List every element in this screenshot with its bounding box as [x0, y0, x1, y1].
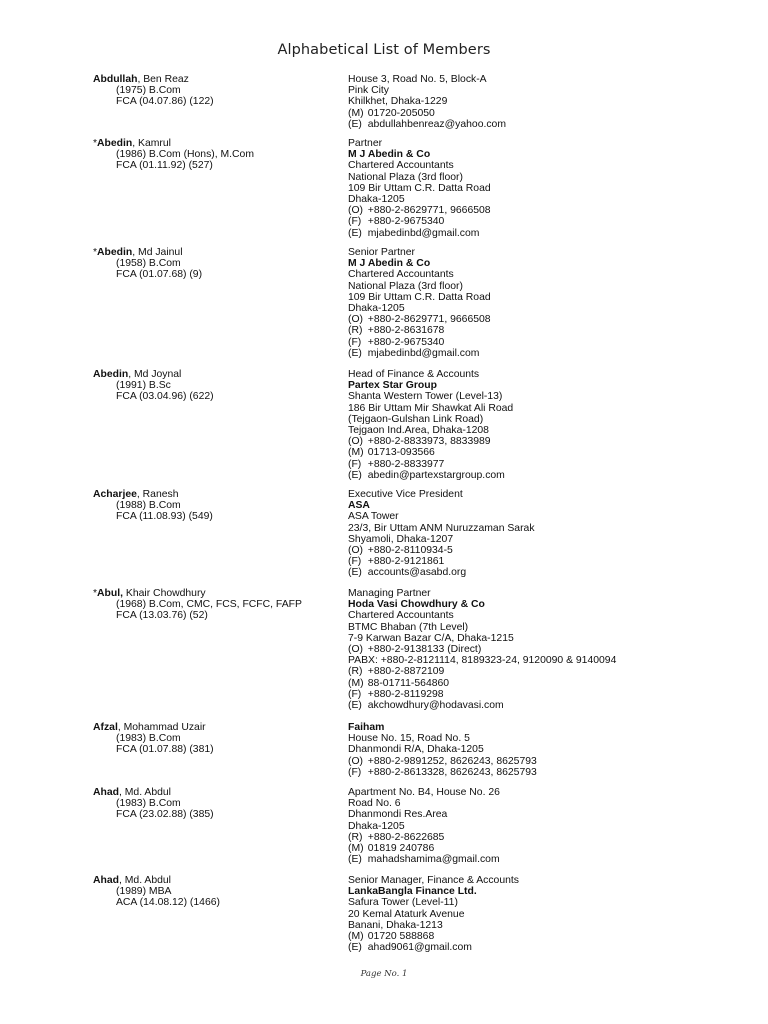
- address-line: 23/3, Bir Uttam ANM Nuruzzaman Sarak: [348, 522, 535, 534]
- contact-type-label: (O): [348, 755, 364, 767]
- member-qualification: (1975) B.Com: [116, 85, 181, 97]
- member-name: [93, 369, 333, 380]
- contact-type-label: (F): [348, 336, 362, 348]
- address-line: BTMC Bhaban (7th Level): [348, 621, 469, 633]
- contact-value: +880-2-8119298: [367, 688, 444, 700]
- page-title: Alphabetical List of Members: [277, 42, 491, 58]
- address-line: Shanta Western Tower (Level-13): [348, 391, 503, 403]
- member-surname: Abdullah: [93, 74, 138, 85]
- member-surname: Ahad: [93, 875, 119, 886]
- member-organization: ASA: [348, 500, 370, 512]
- member-given-name: , Ben Reaz: [137, 74, 189, 85]
- name-prefix: *: [93, 588, 98, 599]
- member-qualification: (1983) B.Com: [116, 733, 181, 745]
- member-address-block: [348, 369, 768, 481]
- contact-type-label: (M): [348, 843, 364, 855]
- address-line: Dhaka-1205: [348, 194, 405, 206]
- member-name: [93, 787, 333, 798]
- contact-type-label: (R): [348, 325, 363, 337]
- member-membership: FCA (04.07.86) (122): [116, 96, 214, 108]
- contact-value: accounts@asabd.org: [367, 567, 467, 579]
- member-details: [93, 247, 333, 281]
- contact-type-label: (E): [348, 347, 362, 359]
- member-qualification: (1958) B.Com: [116, 258, 181, 270]
- member-qualification: (1986) B.Com (Hons), M.Com: [116, 149, 254, 161]
- contact-type-label: (F): [348, 766, 362, 778]
- contact-type-label: (E): [348, 854, 362, 866]
- address-line: House No. 15, Road No. 5: [348, 733, 470, 745]
- member-address-block: [348, 588, 768, 711]
- contact-line: [348, 931, 768, 942]
- contact-type-label: (R): [348, 666, 363, 678]
- contact-type-label: (E): [348, 942, 362, 954]
- contact-value: +880-2-8622685: [367, 831, 445, 843]
- contact-type-label: (E): [348, 469, 362, 481]
- member-membership: FCA (23.02.88) (385): [116, 809, 214, 821]
- contact-value: 01720-205050: [367, 107, 435, 119]
- member-organization: M J Abedin & Co: [348, 149, 431, 161]
- member-membership: FCA (01.07.88) (381): [116, 744, 214, 756]
- member-membership: FCA (13.03.76) (52): [116, 610, 208, 622]
- member-surname: Ahad: [93, 787, 119, 798]
- address-line: Shyamoli, Dhaka-1207: [348, 533, 454, 545]
- contact-line: [348, 205, 768, 216]
- member-given-name: , Md. Abdul: [118, 875, 171, 886]
- address-line: Pink City: [348, 85, 389, 97]
- contact-value: +880-2-8833973, 8833989: [367, 436, 491, 448]
- member-given-name: , Md Jainul: [132, 247, 183, 258]
- member-name: [93, 247, 333, 258]
- name-prefix: *: [93, 247, 98, 258]
- contact-value: mjabedinbd@gmail.com: [367, 227, 480, 239]
- contact-type-label: (O): [348, 436, 364, 448]
- contact-value: PABX: +880-2-8121114, 8189323-24, 9120090 & 9140094: [348, 655, 617, 667]
- member-membership: FCA (01.11.92) (527): [116, 160, 213, 172]
- member-qualification: (1983) B.Com: [116, 798, 181, 810]
- address-line: 20 Kemal Ataturk Avenue: [348, 908, 465, 920]
- member-designation: Executive Vice President: [348, 489, 463, 500]
- contact-line: [348, 314, 768, 325]
- address-line: Dhaka-1205: [348, 303, 405, 315]
- member-qualification: (1991) B.Sc: [116, 380, 171, 392]
- address-line: Dhanmondi Res.Area: [348, 809, 448, 821]
- member-name: [93, 74, 333, 85]
- contact-value: 88-01711-564860: [367, 677, 450, 689]
- member-address-block: [348, 489, 768, 579]
- address-line: Dhanmondi R/A, Dhaka-1205: [348, 744, 484, 756]
- member-address-block: [348, 74, 768, 130]
- contact-type-label: (F): [348, 216, 362, 228]
- contact-value: abedin@partexstargroup.com: [367, 469, 505, 481]
- contact-type-label: (E): [348, 567, 362, 579]
- contact-value: abdullahbenreaz@yahoo.com: [367, 118, 506, 130]
- address-line: Road No. 6: [348, 798, 401, 810]
- contact-line: [348, 447, 768, 458]
- contact-value: +880-2-8110934-5: [367, 545, 453, 557]
- contact-line: [348, 108, 768, 119]
- member-organization: Partex Star Group: [348, 380, 437, 392]
- contact-line: [348, 832, 768, 843]
- contact-value: 01713-093566: [367, 447, 435, 459]
- member-designation: Head of Finance & Accounts: [348, 369, 480, 380]
- address-line: Safura Tower (Level-11): [348, 897, 458, 909]
- member-details: [93, 588, 333, 622]
- contact-type-label: (E): [348, 118, 362, 130]
- member-given-name: , Mohammad Uzair: [117, 722, 206, 733]
- contact-line: [348, 700, 768, 711]
- member-given-name: , Kamrul: [132, 138, 171, 149]
- contact-line: [348, 348, 768, 359]
- address-line: 109 Bir Uttam C.R. Datta Road: [348, 291, 491, 303]
- member-membership: FCA (01.07.68) (9): [116, 269, 203, 281]
- contact-line: [348, 337, 768, 348]
- contact-value: +880-2-9121861: [367, 556, 445, 568]
- address-line: Khilkhet, Dhaka-1229: [348, 96, 448, 108]
- contact-line: [348, 666, 768, 677]
- member-given-name: , Md Joynal: [128, 369, 182, 380]
- contact-line: [348, 119, 768, 130]
- member-qualification: (1989) MBA: [116, 886, 172, 898]
- contact-value: 01819 240786: [367, 843, 435, 855]
- member-qualification: (1988) B.Com: [116, 500, 181, 512]
- member-name: [93, 489, 333, 500]
- contact-type-label: (M): [348, 677, 364, 689]
- member-details: [93, 722, 333, 756]
- contact-line: [348, 325, 768, 336]
- member-address-block: [348, 787, 768, 865]
- contact-line: [348, 854, 768, 865]
- contact-value: 01720 588868: [367, 931, 435, 943]
- contact-type-label: (M): [348, 107, 364, 119]
- member-qualification: (1968) B.Com, CMC, FCS, FCFC, FAFP: [116, 599, 302, 611]
- contact-line: [348, 556, 768, 567]
- address-line: ASA Tower: [348, 511, 399, 523]
- contact-line: [348, 567, 768, 578]
- address-line: Dhaka-1205: [348, 820, 405, 832]
- address-line: National Plaza (3rd floor): [348, 280, 463, 292]
- address-line: 7-9 Karwan Bazar C/A, Dhaka-1215: [348, 632, 514, 644]
- member-name: [93, 875, 333, 886]
- address-line: 186 Bir Uttam Mir Shawkat Ali Road: [348, 402, 514, 414]
- contact-line: [348, 843, 768, 854]
- contact-line: [348, 644, 768, 655]
- member-details: [93, 74, 333, 108]
- address-line: (Tejgaon-Gulshan Link Road): [348, 413, 484, 425]
- contact-value: +880-2-8833977: [367, 458, 445, 470]
- address-line: House 3, Road No. 5, Block-A: [348, 74, 487, 85]
- contact-value: +880-2-9675340: [367, 336, 445, 348]
- member-name: [93, 138, 333, 149]
- contact-line: [348, 689, 768, 700]
- contact-value: +880-2-8629771, 9666508: [367, 314, 491, 326]
- contact-value: +880-2-8629771, 9666508: [367, 205, 491, 217]
- member-organization: Faiham: [348, 722, 385, 733]
- address-line: National Plaza (3rd floor): [348, 171, 463, 183]
- contact-value: +880-2-8613328, 8626243, 8625793: [367, 766, 537, 778]
- member-given-name: , Md. Abdul: [118, 787, 171, 798]
- page-number: Page No. 1: [360, 969, 408, 979]
- name-prefix: *: [93, 138, 98, 149]
- address-line: 109 Bir Uttam C.R. Datta Road: [348, 182, 491, 194]
- address-line: Chartered Accountants: [348, 610, 454, 622]
- member-surname: Afzal: [93, 722, 118, 733]
- contact-line: [348, 470, 768, 481]
- member-details: [93, 787, 333, 821]
- member-organization: M J Abedin & Co: [348, 258, 431, 270]
- contact-line: [348, 228, 768, 239]
- member-surname: Abul,: [97, 588, 124, 599]
- contact-type-label: (F): [348, 556, 362, 568]
- member-surname: Abedin: [97, 138, 133, 149]
- member-membership: FCA (03.04.96) (622): [116, 391, 214, 403]
- member-designation: Senior Manager, Finance & Accounts: [348, 875, 519, 886]
- address-line: Chartered Accountants: [348, 160, 454, 172]
- contact-value: +880-2-8872109: [367, 666, 445, 678]
- member-details: [93, 875, 333, 909]
- address-line: Apartment No. B4, House No. 26: [348, 787, 500, 798]
- contact-line: [348, 436, 768, 447]
- member-address-block: [348, 722, 768, 778]
- member-address-block: [348, 247, 768, 359]
- contact-line: [348, 545, 768, 556]
- contact-line: [348, 459, 768, 470]
- contact-type-label: (E): [348, 227, 362, 239]
- contact-line: [348, 942, 768, 953]
- contact-type-label: (O): [348, 545, 364, 557]
- member-surname: Abedin: [97, 247, 133, 258]
- address-line: Tejgaon Ind.Area, Dhaka-1208: [348, 425, 489, 437]
- member-details: [93, 489, 333, 523]
- member-organization: LankaBangla Finance Ltd.: [348, 886, 477, 898]
- contact-type-label: (F): [348, 688, 362, 700]
- address-line: Banani, Dhaka-1213: [348, 919, 443, 931]
- contact-value: akchowdhury@hodavasi.com: [367, 700, 504, 712]
- member-details: [93, 138, 333, 172]
- contact-type-label: (R): [348, 831, 363, 843]
- contact-type-label: (O): [348, 314, 364, 326]
- contact-value: +880-2-9138133 (Direct): [367, 644, 482, 656]
- member-designation: Senior Partner: [348, 247, 415, 258]
- member-name: [93, 588, 333, 599]
- contact-value: +880-2-8631678: [367, 325, 445, 337]
- contact-value: ahad9061@gmail.com: [367, 942, 472, 954]
- contact-line: [348, 216, 768, 227]
- contact-value: mjabedinbd@gmail.com: [367, 347, 480, 359]
- contact-type-label: (O): [348, 205, 364, 217]
- contact-line: [348, 678, 768, 689]
- member-given-name: Khair Chowdhury: [123, 588, 206, 599]
- contact-type-label: (O): [348, 644, 364, 656]
- member-name: [93, 722, 333, 733]
- contact-line: [348, 756, 768, 767]
- member-given-name: , Ranesh: [136, 489, 179, 500]
- contact-type-label: (M): [348, 931, 364, 943]
- member-address-block: [348, 875, 768, 953]
- member-surname: Acharjee: [93, 489, 137, 500]
- contact-type-label: (M): [348, 447, 364, 459]
- contact-value: +880-2-9675340: [367, 216, 445, 228]
- member-designation: Managing Partner: [348, 588, 431, 599]
- member-address-block: [348, 138, 768, 239]
- member-designation: Partner: [348, 138, 383, 149]
- contact-line: [348, 767, 768, 778]
- contact-line: [348, 655, 768, 666]
- member-organization: Hoda Vasi Chowdhury & Co: [348, 599, 485, 611]
- contact-value: +880-2-9891252, 8626243, 8625793: [367, 755, 537, 767]
- member-details: [93, 369, 333, 403]
- contact-type-label: (F): [348, 458, 362, 470]
- member-membership: FCA (11.08.93) (549): [116, 511, 213, 523]
- address-line: Chartered Accountants: [348, 269, 454, 281]
- member-surname: Abedin: [93, 369, 129, 380]
- contact-type-label: (E): [348, 700, 362, 712]
- member-membership: ACA (14.08.12) (1466): [116, 897, 220, 909]
- contact-value: mahadshamima@gmail.com: [367, 854, 500, 866]
